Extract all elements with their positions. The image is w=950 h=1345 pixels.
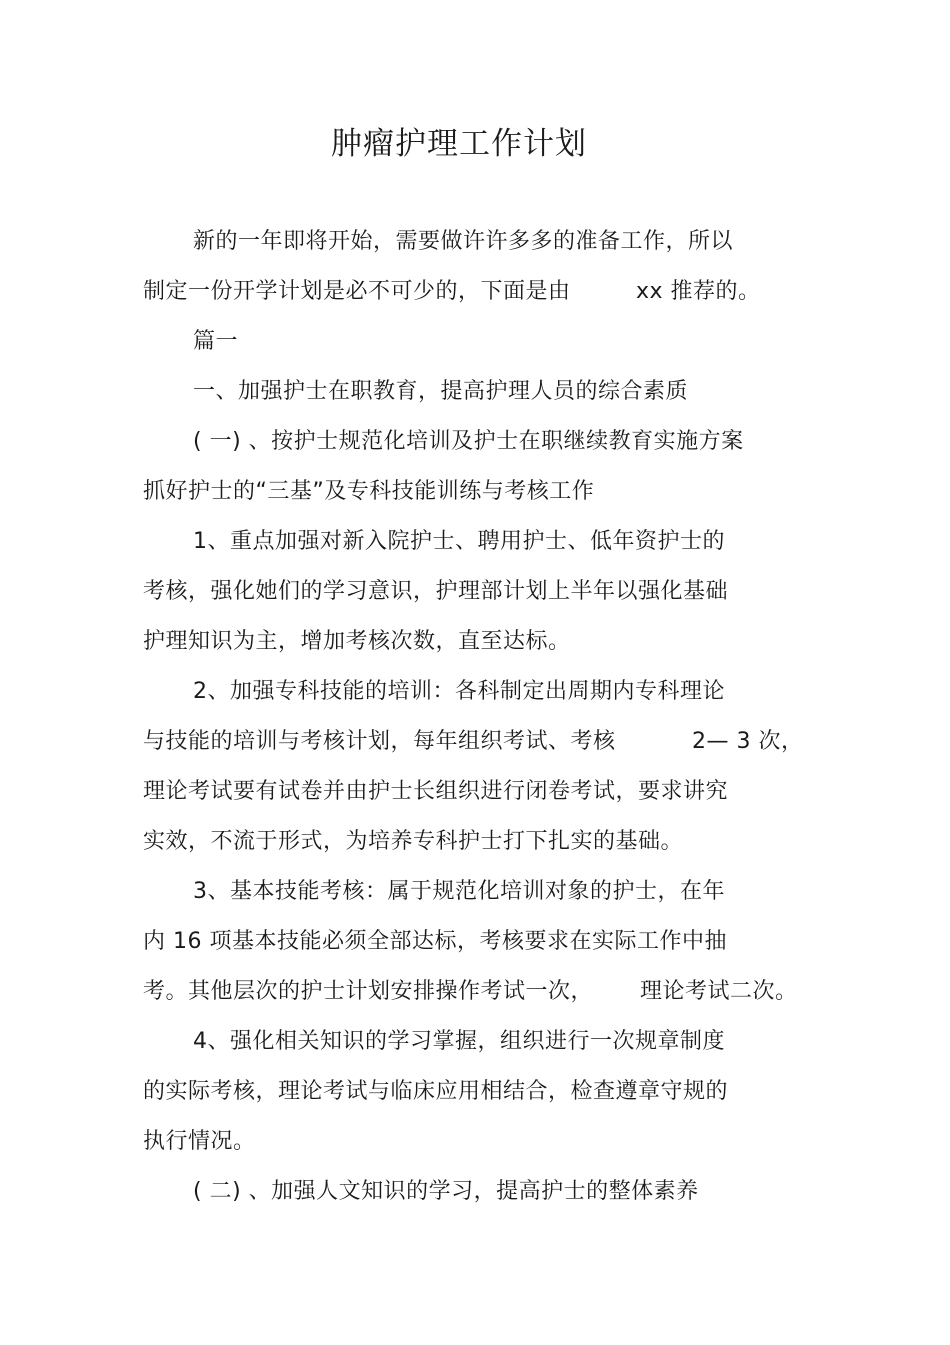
line-text: ( 一) 、按护士规范化培训及护士在职继续教育实施方案 xyxy=(193,429,744,454)
paragraph-line xyxy=(143,627,571,657)
paragraph-line xyxy=(193,227,733,257)
paragraph-line-segment xyxy=(636,277,761,307)
section-heading xyxy=(193,377,688,407)
paragraph-line xyxy=(143,1077,728,1107)
line-text: 实效，不流于形式，为培养专科护士打下扎实的基础。 xyxy=(143,829,684,854)
line-text: 抓好护士的“三基”及专科技能训练与考核工作 xyxy=(143,479,595,504)
line-text: 1、重点加强对新入院护士、聘用护士、低年资护士的 xyxy=(193,529,725,554)
line-text: 考核，强化她们的学习意识，护理部计划上半年以强化基础 xyxy=(143,579,729,604)
line-text: 与技能的培训与考核计划，每年组织考试、考核 xyxy=(143,729,616,754)
line-text: 2— 3 次， xyxy=(692,729,804,754)
line-text: 理论考试要有试卷并由护士长组织进行闭卷考试，要求讲究 xyxy=(143,779,729,804)
line-text: 内 16 项基本技能必须全部达标，考核要求在实际工作中抽 xyxy=(143,929,727,954)
line-text: 3、基本技能考核：属于规范化培训对象的护士，在年 xyxy=(193,879,725,904)
paragraph-line xyxy=(143,1127,256,1157)
line-text: 执行情况。 xyxy=(143,1129,256,1154)
paragraph-line xyxy=(143,577,728,607)
paragraph-line xyxy=(193,877,725,907)
paragraph-line xyxy=(143,777,728,807)
line-text: 篇一 xyxy=(193,329,239,354)
line-text: 一、加强护士在职教育，提高护理人员的综合素质 xyxy=(193,379,689,404)
line-text: 考。其他层次的护士计划安排操作考试一次， xyxy=(143,979,594,1004)
paragraph-line xyxy=(143,827,683,857)
section-heading xyxy=(193,327,238,357)
document-title: 肿瘤护理工作计划 xyxy=(331,126,587,162)
paragraph-line-segment xyxy=(640,977,798,1007)
line-text: ( 二) 、加强人文知识的学习，提高护士的整体素养 xyxy=(193,1179,699,1204)
line-text: 2、加强专科技能的培训：各科制定出周期内专科理论 xyxy=(193,679,725,704)
paragraph-line xyxy=(143,927,727,957)
line-text: 理论考试二次。 xyxy=(640,979,798,1004)
paragraph-line xyxy=(193,527,725,557)
subsection-heading xyxy=(193,427,744,457)
line-text: 新的一年即将开始，需要做许许多多的准备工作，所以 xyxy=(193,229,734,254)
line-text: 4、强化相关知识的学习掌握，组织进行一次规章制度 xyxy=(193,1029,725,1054)
paragraph-line xyxy=(193,1027,725,1057)
subsection-heading xyxy=(193,1177,699,1207)
paragraph-line xyxy=(143,977,593,1007)
paragraph-line xyxy=(143,727,616,757)
line-text: 的实际考核，理论考试与临床应用相结合，检查遵章守规的 xyxy=(143,1079,729,1104)
line-text: 护理知识为主，增加考核次数，直至达标。 xyxy=(143,629,571,654)
paragraph-line xyxy=(143,277,571,307)
paragraph-line xyxy=(143,477,594,507)
line-text: 制定一份开学计划是必不可少的，下面是由 xyxy=(143,279,571,304)
paragraph-line xyxy=(193,677,725,707)
paragraph-line-segment xyxy=(692,727,803,757)
line-text: xx 推荐的。 xyxy=(636,279,761,304)
